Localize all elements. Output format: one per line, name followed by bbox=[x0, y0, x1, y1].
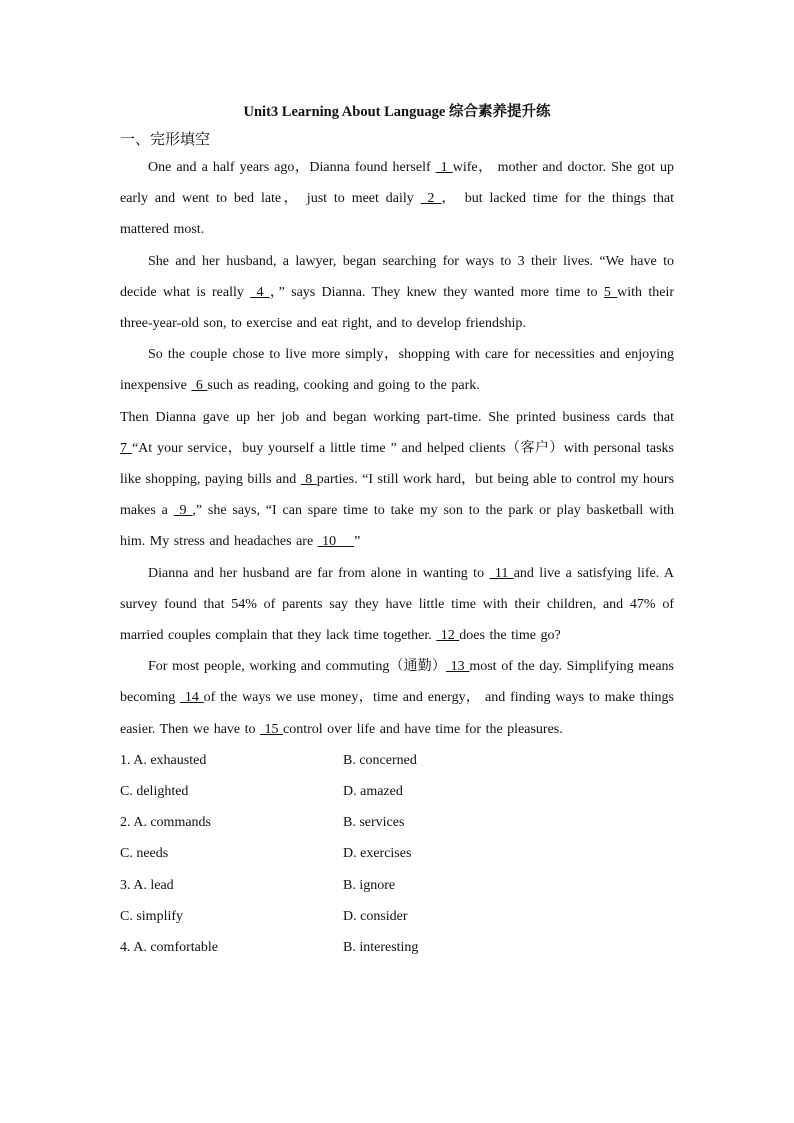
option-right: B. ignore bbox=[343, 877, 396, 893]
blank-4: 4 bbox=[250, 284, 270, 300]
option-left: 2. A. commands bbox=[120, 815, 211, 831]
option-right: B. concerned bbox=[343, 752, 417, 768]
passage-text: One and a half years ago，Dianna found herself bbox=[148, 160, 436, 175]
option-left: 4. A. comfortable bbox=[120, 939, 218, 955]
option-left: 1. A. exhausted bbox=[120, 752, 207, 768]
passage-text: such as reading, cooking and going to the park. bbox=[207, 378, 480, 394]
option-row bbox=[120, 776, 674, 807]
option-right: D. exercises bbox=[343, 846, 412, 862]
blank-9: 9 bbox=[173, 503, 193, 519]
passage-text: So the couple chose to live more simply，shopping with care for necessities and enjoying inexpensive bbox=[120, 347, 674, 394]
document-page bbox=[120, 100, 674, 963]
passage-text: most of the day. Simplifying means becoming bbox=[120, 659, 674, 706]
blank-12: 12 bbox=[436, 628, 460, 644]
passage-text: Then Dianna gave up her job and began working part-time. She printed business cards that bbox=[120, 409, 674, 425]
blank-11: 11 bbox=[489, 565, 514, 581]
option-left: 3. A. lead bbox=[120, 877, 174, 893]
passage-text: She and her husband, a lawyer, began searching for ways to 3 their lives. “We have to decide what is really bbox=[120, 253, 674, 300]
option-row bbox=[120, 932, 674, 963]
passage-text: wife， mother and doctor. She got up early and went to bed late， just to meet daily bbox=[120, 160, 674, 207]
passage-paragraph-3 bbox=[120, 339, 674, 401]
option-left: C. simplify bbox=[120, 908, 184, 924]
blank-5: 5 bbox=[603, 284, 618, 300]
passage-text: does the time go? bbox=[459, 628, 561, 644]
blank-2: 2 bbox=[420, 191, 442, 207]
passage-text: ,” she says, “I can spare time to take my son to the park or play basketball with him. My stress and headaches are bbox=[120, 503, 675, 550]
passage-paragraph-4 bbox=[120, 402, 674, 558]
blank-14: 14 bbox=[180, 690, 204, 706]
blank-1: 1 bbox=[435, 160, 453, 175]
section-heading: 一、完形填空 bbox=[120, 130, 211, 148]
answer-options bbox=[120, 745, 674, 963]
passage-text: of the ways we use money，time and energy， and finding ways to make things easier. Then we have to bbox=[120, 690, 674, 737]
blank-10: 10 bbox=[317, 534, 355, 550]
passage-text: ” bbox=[354, 534, 361, 550]
passage-text: ，” says Dianna. They knew they wanted more time to bbox=[269, 284, 604, 300]
option-left: C. delighted bbox=[120, 784, 189, 800]
option-row bbox=[120, 807, 674, 838]
option-row bbox=[120, 745, 674, 776]
passage-text: “At your service，buy yourself a little time ” and helped clients（客户）with personal tasks like shopping, paying bills and bbox=[120, 440, 674, 488]
passage-text: parties. “I still work hard，but being able to control my hours makes a bbox=[120, 472, 675, 519]
blank-8: 8 bbox=[300, 472, 317, 488]
option-row bbox=[120, 901, 674, 932]
document-title: Unit3 Learning About Language 综合素养提升练 bbox=[243, 104, 551, 120]
passage-text: with their three-year-old son, to exercise and eat right, and to develop friendship. bbox=[120, 284, 675, 332]
passage-text: For most people, working and commuting（通勤） bbox=[148, 659, 447, 675]
passage-paragraph-1 bbox=[120, 152, 674, 246]
passage-text: ， but lacked time for the things that mattered most. bbox=[120, 191, 674, 238]
option-left: C. needs bbox=[120, 846, 169, 862]
blank-6: 6 bbox=[191, 378, 208, 394]
passage-paragraph-6 bbox=[120, 651, 674, 745]
option-right: D. amazed bbox=[343, 784, 403, 800]
blank-15: 15 bbox=[260, 721, 284, 737]
passage-paragraph-5 bbox=[120, 558, 674, 652]
option-row bbox=[120, 870, 674, 901]
option-right: B. services bbox=[343, 815, 405, 831]
passage-text: control over life and have time for the pleasures. bbox=[283, 721, 563, 737]
option-right: B. interesting bbox=[343, 939, 419, 955]
option-row bbox=[120, 838, 674, 869]
blank-7: 7 bbox=[120, 440, 132, 456]
option-right: D. consider bbox=[343, 908, 408, 924]
blank-13: 13 bbox=[446, 659, 470, 675]
passage-paragraph-2 bbox=[120, 246, 674, 340]
passage-text: and live a satisfying life. A survey found that 54% of parents say they have little time with their children, and 47% of married couples complain that they lack time together. bbox=[120, 565, 674, 644]
passage-text: Dianna and her husband are far from alone in wanting to bbox=[148, 565, 490, 581]
